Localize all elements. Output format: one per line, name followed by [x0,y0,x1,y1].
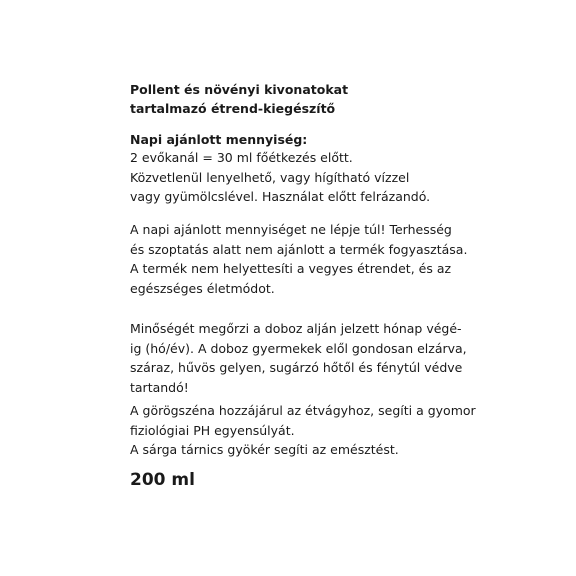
storage-text [130,319,560,397]
product-title [130,80,560,118]
warning-line: egészséges életmódot. [130,280,275,296]
dosage-line: Közvetlenül lenyelhető, vagy hígítható vízzel [130,169,410,185]
dosage-line: 2 evőkanál = 30 ml főétkezés előtt. [130,150,353,165]
warning-text [130,220,560,298]
storage-line: száraz, hűvös gelyen, sugárzó hőtől és fénytúl védve [130,360,463,375]
effects-line: A görögszéna hozzájárul az étvágyhoz, segíti a gyomor [130,403,476,418]
warning-line: A termék nem helyettesíti a vegyes étrendet, és az [130,261,452,276]
volume-label: 200 ml [130,470,195,490]
effects-line: A sárga tárnics gyökér segíti az emésztést. [130,442,399,457]
dosage-heading: Napi ajánlott mennyiség: [130,132,308,147]
dosage-line: vagy gyümölcslével. Használat előtt felrázandó. [130,189,431,204]
warning-line: A napi ajánlott mennyiséget ne lépje túl! Terhesség [130,222,452,237]
title-line: Pollent és növényi kivonatokat [130,82,349,97]
effects-text [130,401,560,460]
dosage-text [130,148,560,207]
storage-line: Minőségét megőrzi a doboz alján jelzett hónap végé- [130,321,462,336]
storage-line: tartandó! [130,379,189,395]
warning-line: és szoptatás alatt nem ajánlott a termék fogyasztása. [130,241,468,257]
storage-line: ig (hó/év). A doboz gyermekek elől gondosan elzárva, [130,340,467,356]
title-line: tartalmazó étrend-kiegészítő [130,101,336,116]
effects-line: fiziológiai PH egyensúlyát. [130,422,295,438]
